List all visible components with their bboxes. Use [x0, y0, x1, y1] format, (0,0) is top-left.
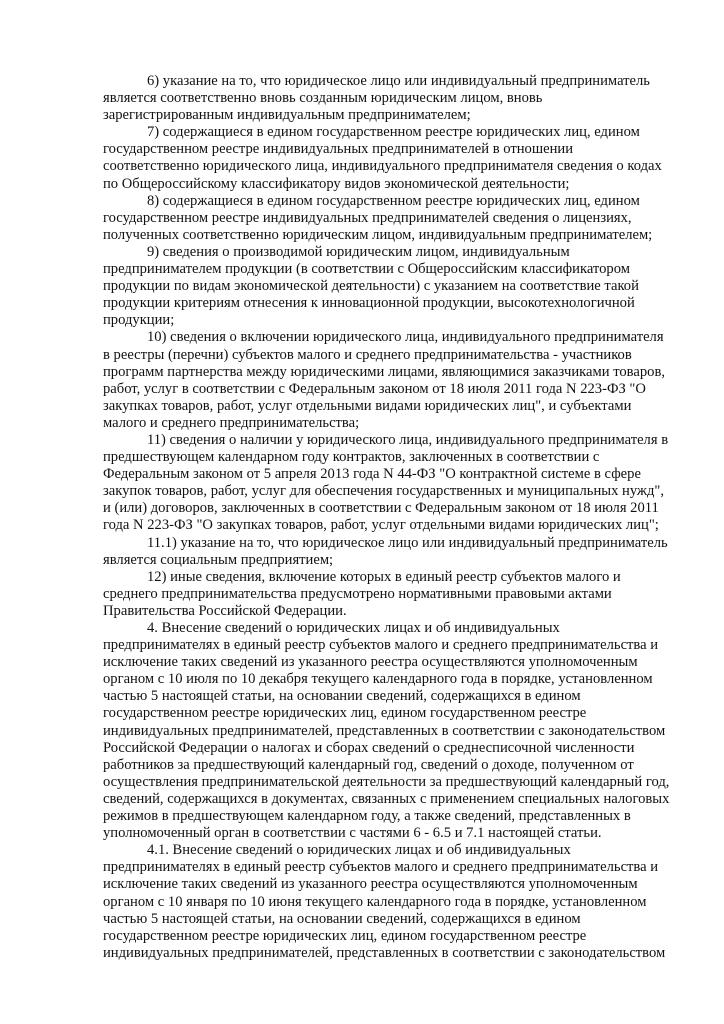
- text-line: Федеральным законом от 5 апреля 2013 года N 44-ФЗ "О контрактной системе в сфере: [103, 466, 641, 483]
- text-line: индивидуальных предпринимателей, представленных в соответствии с законодательством: [103, 722, 666, 739]
- paragraph-first-line: 4.1. Внесение сведений о юридических лицах и об индивидуальных: [147, 842, 571, 859]
- text-line: среднего предпринимательства предусмотрено нормативными правовыми актами: [103, 585, 612, 602]
- text-line: программ партнерства между юридическими лицами, являющимися заказчиками товаров,: [103, 363, 665, 380]
- text-line: соответственно юридического лица, индивидуального предпринимателя сведения о кодах: [103, 158, 662, 175]
- text-line: Правительства Российской Федерации.: [103, 602, 347, 619]
- text-line: предпринимателем продукции (в соответствии с Общероссийским классификатором: [103, 261, 630, 278]
- text-line: продукции по видам экономической деятельности) с указанием на соответствие такой: [103, 278, 639, 295]
- paragraph-first-line: 4. Внесение сведений о юридических лицах и об индивидуальных: [147, 620, 560, 636]
- text-line: зарегистрированным индивидуальным предпринимателем;: [103, 107, 471, 124]
- text-line: закупках товаров, работ, услуг отдельными видами юридических лиц", и субъектами: [103, 397, 632, 414]
- text-line: малого и среднего предпринимательства;: [103, 414, 360, 431]
- text-line: государственном реестре индивидуальных предпринимателей сведения о лицензиях,: [103, 209, 632, 226]
- text-line: индивидуальных предпринимателей, представленных в соответствии с законодательством: [103, 944, 666, 961]
- text-line: частью 5 настоящей статьи, на основании сведений, содержащихся в едином: [103, 688, 581, 705]
- text-line: года N 223-ФЗ "О закупках товаров, работ, услуг отдельными видами юридических лиц";: [103, 517, 659, 534]
- text-line: продукции;: [103, 312, 175, 329]
- text-line: государственном реестре индивидуальных предпринимателей в отношении: [103, 141, 573, 158]
- text-line: предпринимателях в единый реестр субъектов малого и среднего предпринимательства и: [103, 637, 659, 654]
- paragraph-first-line: 9) сведения о производимой юридическим лицом, индивидуальным: [147, 243, 570, 260]
- text-line: частью 5 настоящей статьи, на основании сведений, содержащихся в едином: [103, 910, 581, 927]
- paragraph-first-line: 8) содержащиеся в едином государственном реестре юридических лиц, едином: [147, 192, 640, 209]
- text-line: Российской Федерации о налогах и сборах сведений о среднесписочной численности: [103, 739, 635, 756]
- text-line: закупок товаров, работ, услуг для обеспечения государственных и муниципальных нужд",: [103, 483, 665, 500]
- text-line: предпринимателях в единый реестр субъектов малого и среднего предпринимательства и: [103, 859, 659, 876]
- text-line: органом с 10 января по 10 июня текущего календарного года в порядке, установленном: [103, 893, 647, 910]
- paragraph-first-line: 7) содержащиеся в едином государственном реестре юридических лиц, едином: [147, 124, 640, 141]
- text-line: работ, услуг в соответствии с Федеральным законом от 18 июля 2011 года N 223-ФЗ "О: [103, 380, 646, 397]
- text-line: является соответственно вновь созданным юридическим лицом, вновь: [103, 90, 543, 107]
- text-line: предшествующем календарном году контрактов, заключенных в соответствии с: [103, 449, 600, 466]
- document-body: [103, 73, 678, 962]
- text-line: полученных соответственно юридическим лицом, индивидуальным предпринимателем;: [103, 226, 653, 243]
- text-line: в реестры (перечни) субъектов малого и среднего предпринимательства - участников: [103, 346, 632, 363]
- paragraph-first-line: 6) указание на то, что юридическое лицо или индивидуальный предприниматель: [147, 73, 650, 89]
- text-line: уполномоченный орган в соответствии с частями 6 - 6.5 и 7.1 настоящей статьи.: [103, 825, 602, 842]
- text-line: органом с 10 июля по 10 декабря текущего календарного года в порядке, установленном: [103, 671, 653, 688]
- text-line: и (или) договоров, заключенных в соответствии с Федеральным законом от 18 июля 2011: [103, 500, 659, 517]
- text-line: является социальным предприятием;: [103, 551, 334, 568]
- text-line: сведений, содержащихся в документах, связанных с применением специальных налоговых: [103, 790, 670, 807]
- text-line: работников за предшествующий календарный год, сведений о доходе, полученном от: [103, 756, 634, 773]
- paragraph-first-line: 11.1) указание на то, что юридическое лицо или индивидуальный предприниматель: [147, 534, 668, 551]
- paragraph-first-line: 11) сведения о наличии у юридического лица, индивидуального предпринимателя в: [147, 431, 669, 448]
- text-line: государственном реестре юридических лиц, едином государственном реестре: [103, 705, 587, 722]
- paragraph-first-line: 12) иные сведения, включение которых в единый реестр субъектов малого и: [147, 568, 621, 585]
- text-line: исключение таких сведений из указанного реестра осуществляются уполномоченным: [103, 876, 638, 893]
- text-line: по Общероссийскому классификатору видов экономической деятельности;: [103, 175, 570, 192]
- text-line: исключение таких сведений из указанного реестра осуществляются уполномоченным: [103, 654, 638, 671]
- text-line: осуществления предпринимательской деятельности за предшествующий календарный год,: [103, 773, 670, 790]
- text-line: продукции критериям отнесения к инновационной продукции, высокотехнологичной: [103, 295, 635, 312]
- text-line: государственном реестре юридических лиц, едином государственном реестре: [103, 927, 587, 944]
- paragraph-first-line: 10) сведения о включении юридического лица, индивидуального предпринимателя: [147, 329, 664, 346]
- text-line: режимов в предшествующем календарном году, а также сведений, представленных в: [103, 808, 631, 825]
